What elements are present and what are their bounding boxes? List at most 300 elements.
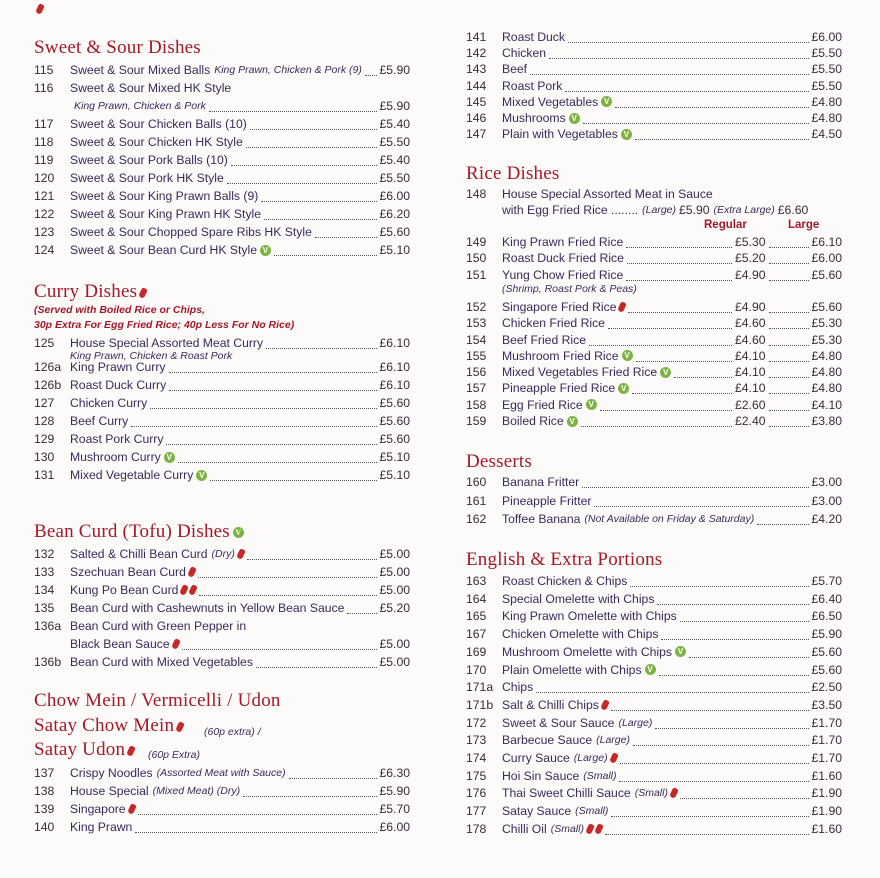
leader-dots bbox=[169, 361, 377, 373]
vegetarian-icon: V bbox=[567, 416, 578, 427]
item-body bbox=[70, 599, 410, 617]
item-price: £1.70 bbox=[811, 751, 842, 765]
vegetarian-icon: V bbox=[196, 470, 207, 481]
section-title-rice: Rice Dishes bbox=[466, 163, 560, 184]
item-body bbox=[502, 331, 842, 349]
item-price: £3.00 bbox=[811, 493, 842, 508]
section-title-chow-mein: Chow Mein / Vermicelli / Udon bbox=[34, 690, 281, 711]
item-body bbox=[70, 466, 410, 484]
menu-item bbox=[34, 466, 410, 484]
item-name: Sweet & Sour Mixed Balls bbox=[70, 63, 211, 77]
item-body bbox=[502, 661, 842, 679]
item-name: Crispy Noodles bbox=[70, 766, 153, 780]
item-name: Toffee Banana bbox=[502, 512, 581, 526]
item-price: £6.10 bbox=[379, 360, 410, 374]
item-body bbox=[502, 125, 842, 143]
item-note: (Dry) bbox=[211, 548, 235, 560]
item-body bbox=[502, 233, 842, 251]
item-number: 157 bbox=[466, 381, 487, 396]
item-number: 117 bbox=[34, 117, 54, 131]
item-name: Sweet & Sour Chopped Spare Ribs HK Style bbox=[70, 225, 312, 239]
item-number: 140 bbox=[34, 820, 55, 834]
menu-item bbox=[466, 820, 842, 838]
item-number: 174 bbox=[466, 751, 487, 765]
item-price: £5.60 bbox=[379, 414, 410, 428]
item-price: £5.20 bbox=[379, 601, 410, 615]
item-body bbox=[502, 625, 842, 643]
menu-item bbox=[466, 347, 842, 365]
item-price: £5.50 bbox=[379, 135, 410, 149]
leader-dots bbox=[582, 476, 808, 488]
item-number: 158 bbox=[466, 397, 487, 412]
item-number: 175 bbox=[466, 768, 487, 783]
price-large: £4.80 bbox=[811, 365, 842, 380]
price-regular: £4.90 bbox=[735, 299, 766, 314]
section-title-curry: Curry Dishes bbox=[34, 281, 146, 303]
item-number: 154 bbox=[466, 332, 487, 347]
item-number: 135 bbox=[34, 601, 55, 615]
leader-dots bbox=[757, 513, 808, 525]
item-body bbox=[502, 767, 842, 785]
item-name: Sweet & Sour Mixed HK Style bbox=[70, 81, 232, 95]
item-body bbox=[502, 347, 842, 365]
section-title-bean-curd: Bean Curd (Tofu) Dishes V bbox=[34, 521, 244, 543]
item-price: £5.70 bbox=[379, 802, 410, 816]
item-price: £5.00 bbox=[379, 583, 410, 597]
item-name: Sweet & Sour Pork HK Style bbox=[70, 171, 224, 185]
menu-item bbox=[466, 125, 842, 143]
chilli-icon bbox=[187, 566, 197, 578]
price-large: £5.30 bbox=[811, 332, 842, 347]
menu-item bbox=[466, 510, 842, 528]
leader-dots bbox=[243, 785, 376, 797]
menu-item bbox=[34, 241, 410, 259]
item-number: 163 bbox=[466, 574, 487, 588]
leader-dots bbox=[135, 821, 376, 833]
item-number: 121 bbox=[34, 189, 55, 203]
item-body bbox=[70, 187, 410, 205]
item-number: 144 bbox=[466, 78, 487, 93]
item-price: £1.70 bbox=[811, 715, 842, 730]
item-name: Banana Fritter bbox=[502, 475, 580, 489]
leader-dots bbox=[608, 317, 732, 329]
section-title-satay-chow-mein: Satay Chow Mein bbox=[34, 715, 183, 737]
item-name: Singapore Fried Rice bbox=[502, 299, 617, 314]
item-number: 128 bbox=[34, 414, 55, 428]
item-number: 147 bbox=[466, 127, 487, 142]
title-note: (60p extra) / bbox=[204, 726, 261, 738]
item-body bbox=[502, 396, 842, 414]
menu-item bbox=[34, 187, 410, 205]
item-name: Curry Sauce bbox=[502, 751, 570, 765]
menu-item bbox=[466, 714, 842, 732]
leader-dots bbox=[131, 415, 376, 427]
leader-dots bbox=[626, 269, 732, 281]
item-price: £5.60 bbox=[379, 396, 410, 410]
leader-dots bbox=[549, 47, 808, 59]
item-name: Plain Omelette with Chips bbox=[502, 662, 642, 677]
menu-item bbox=[466, 678, 842, 696]
column-header-large: Large bbox=[788, 219, 820, 231]
item-number: 129 bbox=[34, 432, 55, 446]
item-number: 159 bbox=[466, 414, 487, 428]
item-name: Bean Curd with Mixed Vegetables bbox=[70, 655, 253, 669]
item-note: (Small) bbox=[550, 822, 584, 835]
curry-note: 30p Extra For Egg Fried Rice; 40p Less For No Rice) bbox=[34, 319, 295, 331]
item-number: 133 bbox=[34, 565, 55, 579]
item-price: £5.50 bbox=[811, 46, 842, 61]
leader-dots bbox=[633, 734, 809, 746]
item-name: King Prawn Fried Rice bbox=[502, 235, 624, 249]
item-price: £5.10 bbox=[379, 468, 410, 482]
item-price: £5.60 bbox=[811, 644, 842, 659]
item-number: 123 bbox=[34, 225, 55, 239]
chilli-icon bbox=[35, 3, 45, 15]
menu-item bbox=[34, 151, 410, 169]
item-body bbox=[502, 678, 842, 696]
section-title-satay-udon: Satay Udon bbox=[34, 739, 134, 761]
item-number: 132 bbox=[34, 547, 55, 561]
item-body bbox=[70, 563, 410, 581]
menu-item bbox=[34, 205, 410, 223]
item-name: Mushrooms bbox=[502, 111, 566, 125]
menu-item bbox=[34, 133, 410, 151]
item-number: 145 bbox=[466, 94, 487, 109]
menu-item bbox=[466, 314, 842, 332]
leader-dots bbox=[605, 823, 809, 835]
item-name: Bean Curd with Cashewnuts in Yellow Bean Sauce bbox=[70, 601, 345, 615]
item-number: 116 bbox=[34, 81, 54, 95]
item-body bbox=[70, 79, 410, 97]
item-price: £6.20 bbox=[379, 207, 410, 221]
item-price: £6.00 bbox=[811, 30, 842, 44]
item-number: 160 bbox=[466, 475, 487, 489]
price-regular: £2.40 bbox=[735, 414, 766, 428]
leader-dots bbox=[198, 566, 377, 578]
leader-dots bbox=[615, 96, 808, 108]
menu-item bbox=[466, 233, 842, 251]
item-price: £5.40 bbox=[379, 153, 410, 167]
item-body bbox=[502, 643, 842, 661]
item-price: £5.00 bbox=[379, 637, 410, 651]
item-price: £6.10 bbox=[379, 336, 410, 350]
item-body bbox=[502, 696, 842, 714]
leader-dots bbox=[674, 366, 732, 378]
chilli-icon bbox=[127, 803, 137, 815]
menu-item bbox=[34, 581, 410, 599]
price-regular: £4.10 bbox=[735, 365, 766, 380]
menu-item bbox=[34, 412, 410, 430]
item-price: £5.60 bbox=[379, 432, 410, 446]
leader-dots bbox=[619, 770, 808, 782]
item-name: Mushroom Omelette with Chips bbox=[502, 644, 673, 659]
section-title-sweet-sour: Sweet & Sour Dishes bbox=[34, 37, 201, 58]
item-number: 177 bbox=[466, 804, 487, 819]
item-name: Chicken Fried Rice bbox=[502, 316, 605, 331]
item-name: Chicken Curry bbox=[70, 396, 148, 410]
item-name: Yung Chow Fried Rice bbox=[502, 267, 624, 282]
item-name: Hoi Sin Sauce bbox=[502, 768, 580, 783]
price-large: £5.60 bbox=[811, 299, 842, 314]
item-name: Roast Pork bbox=[502, 78, 563, 93]
item-number: 142 bbox=[466, 46, 487, 61]
item-body bbox=[502, 298, 842, 316]
menu-item bbox=[466, 363, 842, 381]
vegetarian-icon: V bbox=[622, 350, 633, 361]
chilli-icon bbox=[609, 752, 619, 764]
item-number: 149 bbox=[466, 235, 487, 249]
item-price: £5.90 bbox=[679, 203, 710, 217]
leader-dots bbox=[256, 656, 377, 668]
leader-dots bbox=[611, 805, 808, 817]
menu-item bbox=[466, 298, 842, 316]
item-number: 146 bbox=[466, 111, 487, 125]
menu-item bbox=[34, 394, 410, 412]
item-name: Chips bbox=[502, 680, 534, 695]
item-price: £1.60 bbox=[811, 768, 842, 783]
item-number: 136b bbox=[34, 655, 62, 669]
item-note: (Not Available on Friday & Saturday) bbox=[584, 513, 755, 525]
item-number: 156 bbox=[466, 365, 487, 380]
menu-item bbox=[466, 379, 842, 397]
leader-dots bbox=[583, 112, 809, 124]
item-note: (Mixed Meat) (Dry) bbox=[152, 785, 241, 797]
menu-item bbox=[466, 749, 842, 767]
leader-dots bbox=[169, 379, 376, 391]
menu-item bbox=[466, 331, 842, 349]
item-number: 136a bbox=[34, 619, 62, 633]
menu-item bbox=[34, 448, 410, 466]
menu-item bbox=[34, 635, 410, 653]
item-number: 131 bbox=[34, 468, 55, 482]
item-price: £5.00 bbox=[379, 565, 410, 579]
price-regular: £5.30 bbox=[735, 235, 766, 249]
item-name: Sweet & Sour Sauce bbox=[502, 715, 615, 730]
menu-item bbox=[466, 643, 842, 661]
item-name: Sweet & Sour King Prawn HK Style bbox=[70, 207, 262, 221]
item-price: £3.00 bbox=[811, 475, 842, 489]
leader-dots bbox=[315, 226, 377, 238]
item-body bbox=[70, 412, 410, 430]
item-price: £5.10 bbox=[379, 243, 410, 257]
item-body bbox=[502, 572, 842, 590]
menu-item bbox=[466, 731, 842, 749]
item-body bbox=[502, 249, 842, 267]
item-body bbox=[502, 492, 842, 510]
leader-dots bbox=[347, 602, 376, 614]
item-body bbox=[70, 358, 410, 376]
chilli-icon bbox=[189, 584, 199, 596]
leader-dots bbox=[261, 190, 376, 202]
item-price: £5.90 bbox=[379, 99, 410, 113]
leader-dots bbox=[530, 63, 808, 75]
menu-item bbox=[34, 61, 410, 79]
item-name: King Prawn Curry bbox=[70, 360, 166, 374]
item-body bbox=[502, 820, 842, 838]
menu-item bbox=[466, 625, 842, 643]
leader-dots bbox=[182, 638, 377, 650]
price-regular: £4.10 bbox=[735, 348, 766, 363]
item-name: Black Bean Sauce bbox=[70, 637, 170, 651]
item-body bbox=[70, 448, 410, 466]
menu-item bbox=[466, 696, 842, 714]
item-body bbox=[502, 607, 842, 625]
price-large: £4.80 bbox=[811, 381, 842, 396]
item-body bbox=[70, 635, 410, 653]
item-note: King Prawn, Chicken & Roast Pork bbox=[70, 350, 233, 362]
item-body bbox=[502, 201, 842, 219]
item-price: £6.00 bbox=[379, 820, 410, 834]
item-name: Sweet & Sour Chicken HK Style bbox=[70, 135, 243, 149]
item-body bbox=[70, 223, 410, 241]
item-name: Roast Duck bbox=[502, 30, 565, 44]
item-name: Mixed Vegetables bbox=[502, 94, 599, 109]
item-body bbox=[70, 169, 410, 187]
section-title-english: English & Extra Portions bbox=[466, 549, 663, 570]
item-name: Singapore bbox=[70, 802, 126, 816]
item-name: House Special Assorted Meat in Sauce bbox=[502, 187, 713, 201]
item-price: £5.60 bbox=[379, 225, 410, 239]
price-regular: £4.60 bbox=[735, 332, 766, 347]
item-number: 139 bbox=[34, 802, 55, 816]
leader-dots bbox=[628, 301, 732, 313]
item-body bbox=[502, 802, 842, 820]
item-price: £5.40 bbox=[379, 117, 410, 131]
item-price: £1.90 bbox=[811, 786, 842, 801]
vegetarian-icon: V bbox=[164, 452, 175, 463]
item-note: (Assorted Meat with Sauce) bbox=[156, 767, 286, 779]
menu-item bbox=[466, 767, 842, 785]
price-large: £5.30 bbox=[811, 316, 842, 331]
price-regular: £4.90 bbox=[735, 267, 766, 282]
item-name: Roast Chicken & Chips bbox=[502, 574, 628, 588]
item-price: £2.50 bbox=[811, 680, 842, 695]
item-name: King Prawn bbox=[70, 820, 133, 834]
item-body bbox=[70, 430, 410, 448]
item-body bbox=[502, 379, 842, 397]
item-price: £5.00 bbox=[379, 655, 410, 669]
menu-item bbox=[466, 473, 842, 491]
leader-dots bbox=[627, 252, 732, 264]
leader-dots bbox=[600, 399, 732, 411]
item-number: 155 bbox=[466, 348, 487, 363]
menu-item bbox=[466, 784, 842, 802]
item-price: £6.40 bbox=[811, 591, 842, 606]
item-name: Kung Po Bean Curd bbox=[70, 583, 179, 597]
item-number: 169 bbox=[466, 644, 487, 659]
item-number: 150 bbox=[466, 251, 487, 266]
menu-item bbox=[466, 201, 842, 219]
item-number: 143 bbox=[466, 62, 487, 77]
section-title-desserts: Desserts bbox=[466, 451, 532, 472]
item-number: 171b bbox=[466, 697, 494, 712]
price-large: £6.10 bbox=[811, 235, 842, 249]
leader-dots bbox=[630, 575, 808, 587]
item-number: 173 bbox=[466, 733, 487, 748]
item-name: Egg Fried Rice bbox=[502, 397, 583, 412]
leader-dots bbox=[769, 236, 809, 248]
leader-dots bbox=[274, 244, 377, 256]
vegetarian-icon: V bbox=[233, 527, 244, 538]
leader-dots bbox=[769, 334, 809, 346]
price-large: £6.00 bbox=[811, 251, 842, 266]
leader-dots bbox=[565, 80, 808, 92]
menu-item bbox=[34, 169, 410, 187]
menu-item bbox=[34, 599, 410, 617]
item-name: Pineapple Fried Rice bbox=[502, 381, 616, 396]
menu-item bbox=[34, 563, 410, 581]
item-body bbox=[502, 731, 842, 749]
item-note: (Small) bbox=[575, 805, 609, 818]
menu-item bbox=[34, 800, 410, 818]
item-name: Salted & Chilli Bean Curd bbox=[70, 547, 208, 561]
menu-item bbox=[34, 79, 410, 97]
price-regular: £5.20 bbox=[735, 251, 766, 266]
leader-dots bbox=[247, 548, 377, 560]
vegetarian-icon: V bbox=[586, 399, 597, 410]
leader-dots bbox=[680, 610, 809, 622]
leader-dots bbox=[227, 172, 377, 184]
item-note: (Shrimp, Roast Pork & Peas) bbox=[502, 282, 637, 295]
menu-item bbox=[466, 396, 842, 414]
menu-item bbox=[34, 545, 410, 563]
item-number: 130 bbox=[34, 450, 55, 464]
leader-dots bbox=[659, 664, 809, 676]
item-note: (Large) bbox=[618, 716, 653, 729]
menu-item bbox=[34, 223, 410, 241]
item-name: Sweet & Sour Bean Curd HK Style bbox=[70, 243, 257, 257]
item-number: 126b bbox=[34, 378, 62, 392]
price-large: £4.10 bbox=[811, 397, 842, 412]
item-name: Satay Sauce bbox=[502, 804, 572, 819]
item-note: (Small) bbox=[583, 769, 617, 782]
item-price: £5.90 bbox=[379, 63, 410, 77]
item-name: Chilli Oil bbox=[502, 821, 547, 836]
item-body bbox=[502, 749, 842, 767]
item-price: £6.00 bbox=[379, 189, 410, 203]
vegetarian-icon: V bbox=[260, 245, 271, 256]
item-body bbox=[70, 115, 410, 133]
item-note: (Large) bbox=[596, 734, 630, 747]
item-number: 122 bbox=[34, 207, 55, 221]
item-number: 151 bbox=[466, 267, 487, 282]
item-number: 125 bbox=[34, 336, 55, 350]
item-number: 165 bbox=[466, 609, 487, 624]
vegetarian-icon: V bbox=[618, 383, 629, 394]
item-number: 115 bbox=[34, 63, 54, 77]
item-body bbox=[502, 510, 842, 528]
item-name: Beef bbox=[502, 62, 528, 77]
leader-dots bbox=[210, 469, 376, 481]
item-body bbox=[70, 133, 410, 151]
leader-dots bbox=[138, 803, 377, 815]
item-body bbox=[70, 151, 410, 169]
leader-dots bbox=[589, 334, 732, 346]
price-large: £4.80 bbox=[811, 348, 842, 363]
item-price: £4.50 bbox=[811, 127, 842, 142]
leader-dots bbox=[594, 495, 808, 507]
menu-item bbox=[34, 376, 410, 394]
item-number: 124 bbox=[34, 243, 55, 257]
item-price: £4.80 bbox=[811, 94, 842, 109]
item-number: 134 bbox=[34, 583, 55, 597]
item-body bbox=[70, 394, 410, 412]
leader-dots bbox=[536, 681, 808, 693]
leader-dots bbox=[769, 269, 809, 281]
item-name: Boiled Rice bbox=[502, 414, 564, 428]
chilli-icon bbox=[175, 721, 185, 733]
item-body bbox=[502, 412, 842, 430]
